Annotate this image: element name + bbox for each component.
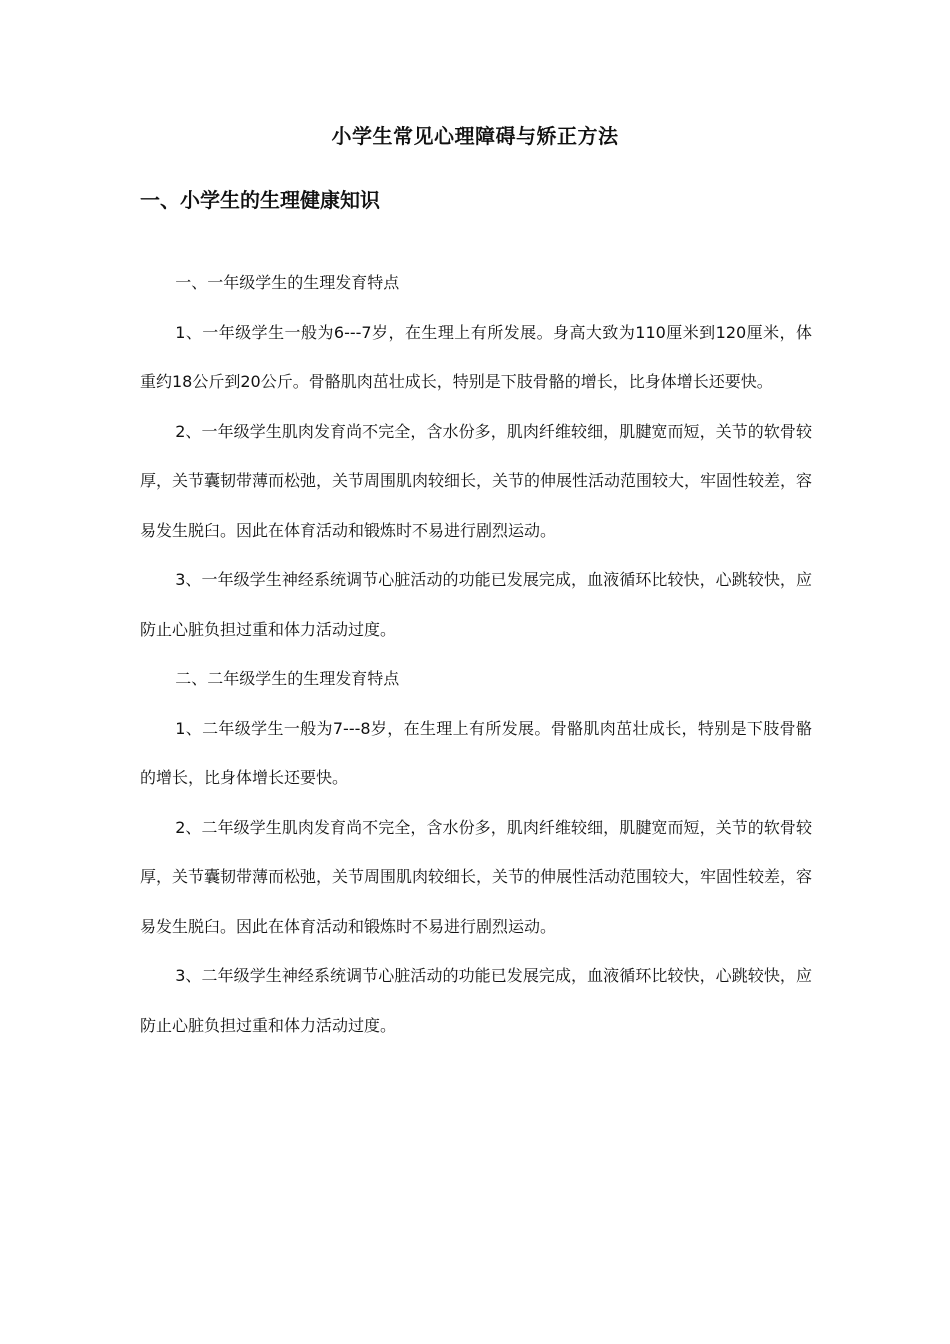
paragraph-grade2-item3: 3、二年级学生神经系统调节心脏活动的功能已发展完成，血液循环比较快，心跳较快，应防止心脏负担过重和体力活动过度。 [140,966,812,1035]
document-title: 小学生常见心理障碍与矫正方法 [331,124,619,148]
paragraph-grade1-item3: 3、一年级学生神经系统调节心脏活动的功能已发展完成，血液循环比较快，心跳较快，应防止心脏负担过重和体力活动过度。 [140,570,812,639]
paragraph-grade2-item2: 2、二年级学生肌肉发育尚不完全，含水份多，肌肉纤维较细，肌腱宽而短，关节的软骨较厚，关节囊韧带薄而松弛，关节周围肌肉较细长，关节的伸展性活动范围较大，牢固性较差，容易发生脱臼。因此在体育活动和锻炼时不易进行剧烈运动。 [140,817,813,936]
document-body [140,258,812,1050]
subsection-heading-grade2: 二、二年级学生的生理发育特点 [175,669,400,688]
paragraph-grade2-item1: 1、二年级学生一般为7---8岁，在生理上有所发展。骨骼肌肉茁壮成长，特别是下肢骨骼的增长，比身体增长还要快。 [140,718,812,787]
paragraph-grade1-item1: 1、一年级学生一般为6---7岁，在生理上有所发展。身高大致为110厘米到120厘米，体重约18公斤到20公斤。骨骼肌肉茁壮成长，特别是下肢骨骼的增长，比身体增长还要快。 [140,322,812,391]
section-heading: 一、小学生的生理健康知识 [140,188,380,212]
paragraph-grade1-item2: 2、一年级学生肌肉发育尚不完全，含水份多，肌肉纤维较细，肌腱宽而短，关节的软骨较厚，关节囊韧带薄而松弛，关节周围肌肉较细长，关节的伸展性活动范围较大，牢固性较差，容易发生脱臼。因此在体育活动和锻炼时不易进行剧烈运动。 [140,421,813,540]
subsection-heading-grade1: 一、一年级学生的生理发育特点 [175,273,400,292]
